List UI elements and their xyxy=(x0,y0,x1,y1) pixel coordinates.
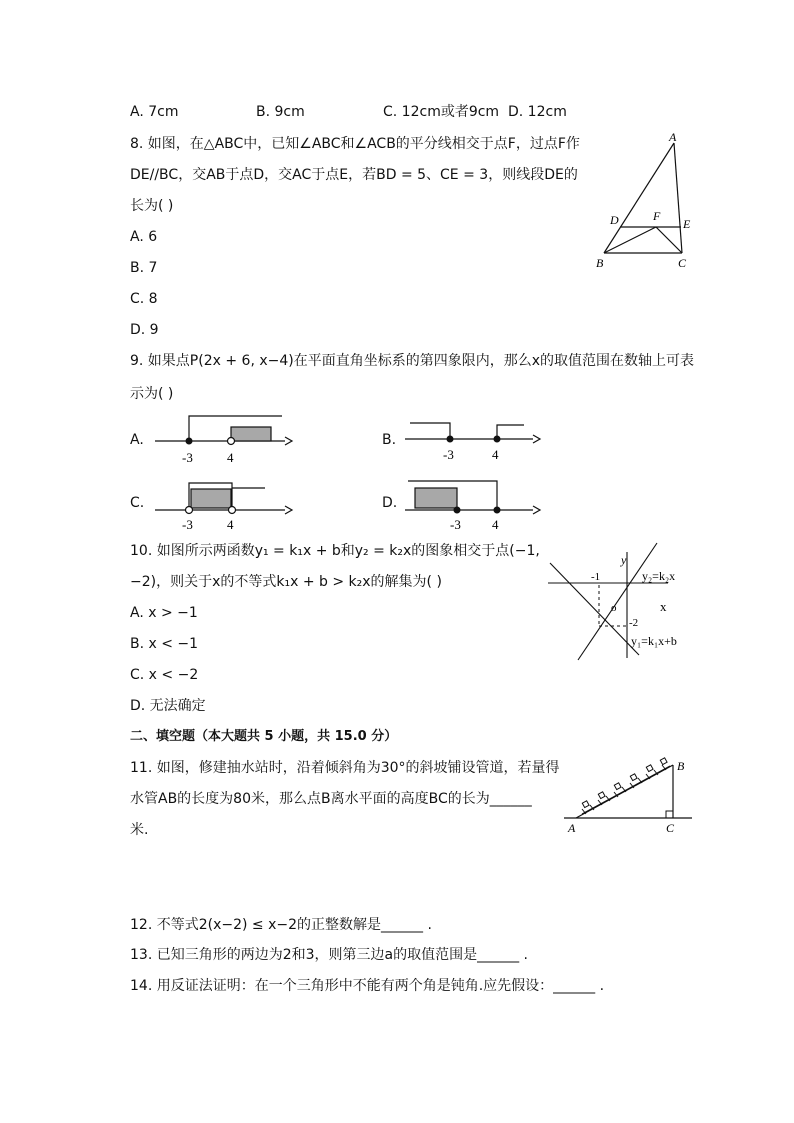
q8-option-d: D. 9 xyxy=(130,322,159,338)
tick-label-neg3: -3 xyxy=(450,517,461,532)
q10-label-neg2: -2 xyxy=(629,617,639,629)
q13-text: 13. 已知三角形的两边为2和3，则第三边a的取值范围是______ . xyxy=(130,947,529,963)
tick-label-neg3: -3 xyxy=(182,450,193,465)
tick-label-4: 4 xyxy=(492,447,499,462)
q8-triangle-figure xyxy=(590,130,700,275)
q9-option-c-letter: C. xyxy=(130,495,145,511)
q9-option-a-letter: A. xyxy=(130,432,144,448)
tick-label-4: 4 xyxy=(227,517,234,532)
q8-label-a: A xyxy=(669,130,677,144)
q8-stem-line1: 8. 如图，在△ABC中，已知∠ABC和∠ACB的平分线相交于点F，过点F作 xyxy=(130,136,580,152)
q10-y-axis-label: y xyxy=(621,553,627,567)
q7-option-a: A. 7cm xyxy=(130,104,179,120)
q12-text: 12. 不等式2(x−2) ≤ x−2的正整数解是______ . xyxy=(130,917,432,933)
q8-option-b: B. 7 xyxy=(130,260,158,276)
q8-label-f: F xyxy=(653,209,661,223)
q10-option-b: B. x < −1 xyxy=(130,636,199,652)
q9-option-b-number-line xyxy=(400,410,550,470)
q8-label-c: C xyxy=(678,256,687,270)
q11-label-a: A xyxy=(568,821,576,835)
q7-option-d: D. 12cm xyxy=(508,104,567,120)
tick-label-4: 4 xyxy=(227,450,234,465)
q8-stem-line2: DE//BC，交AB于点D，交AC于点E，若BD = 5、CE = 3，则线段DE的 xyxy=(130,167,578,183)
q8-option-a: A. 6 xyxy=(130,229,158,245)
q9-option-d-number-line xyxy=(400,472,550,532)
q7-option-c: C. 12cm或者9cm xyxy=(383,104,500,120)
q10-y1-label: y₁=k₁x+b xyxy=(631,634,677,648)
q7-option-b: B. 9cm xyxy=(256,104,305,120)
q10-origin-label: o xyxy=(611,602,617,614)
q14-text: 14. 用反证法证明：在一个三角形中不能有两个角是钝角.应先假设：______ . xyxy=(130,978,605,994)
q8-option-c: C. 8 xyxy=(130,291,158,307)
q11-stem-line2: 水管AB的长度为80米，那么点B离水平面的高度BC的长为______ xyxy=(130,791,532,807)
q8-label-b: B xyxy=(596,256,604,270)
q10-x-axis-label: x xyxy=(660,599,667,614)
q10-option-c: C. x < −2 xyxy=(130,667,199,683)
tick-label-neg3: -3 xyxy=(182,517,193,532)
q11-stem-line1: 11. 如图，修建抽水站时，沿着倾斜角为30°的斜坡铺设管道，若量得 xyxy=(130,760,560,776)
q9-option-d-letter: D. xyxy=(382,495,398,511)
q9-stem-line2: 示为( ) xyxy=(130,386,174,402)
q10-stem-line2: −2)，则关于x的不等式k₁x + b > k₂x的解集为( ) xyxy=(130,574,442,590)
q8-stem-line3: 长为( ) xyxy=(130,198,174,214)
q10-option-d: D. 无法确定 xyxy=(130,698,206,714)
q10-stem-line1: 10. 如图所示两函数y₁ = k₁x + b和y₂ = k₂x的图象相交于点(−1, xyxy=(130,543,540,559)
q11-stem-line3: 米. xyxy=(130,822,149,838)
q8-label-e: E xyxy=(683,217,691,231)
q9-option-a-number-line xyxy=(150,410,300,470)
q9-option-b-letter: B. xyxy=(382,432,397,448)
q9-stem-line1: 9. 如果点P(2x + 6, x−4)在平面直角坐标系的第四象限内，那么x的取值范围在数轴上可表 xyxy=(130,353,695,369)
q9-option-c-number-line xyxy=(150,472,300,532)
q11-slope-figure xyxy=(560,755,700,835)
q10-option-a: A. x > −1 xyxy=(130,605,198,621)
q10-label-neg1: -1 xyxy=(591,571,601,583)
tick-label-4: 4 xyxy=(492,517,499,532)
section-fill-in-title: 二、填空题（本大题共 5 小题，共 15.0 分） xyxy=(130,729,398,744)
q10-y2-label: y₂=k₂x xyxy=(642,569,676,583)
q8-label-d: D xyxy=(610,213,619,227)
q11-label-b: B xyxy=(677,759,685,773)
q11-label-c: C xyxy=(666,821,675,835)
q10-function-graph xyxy=(540,540,700,665)
tick-label-neg3: -3 xyxy=(443,447,454,462)
